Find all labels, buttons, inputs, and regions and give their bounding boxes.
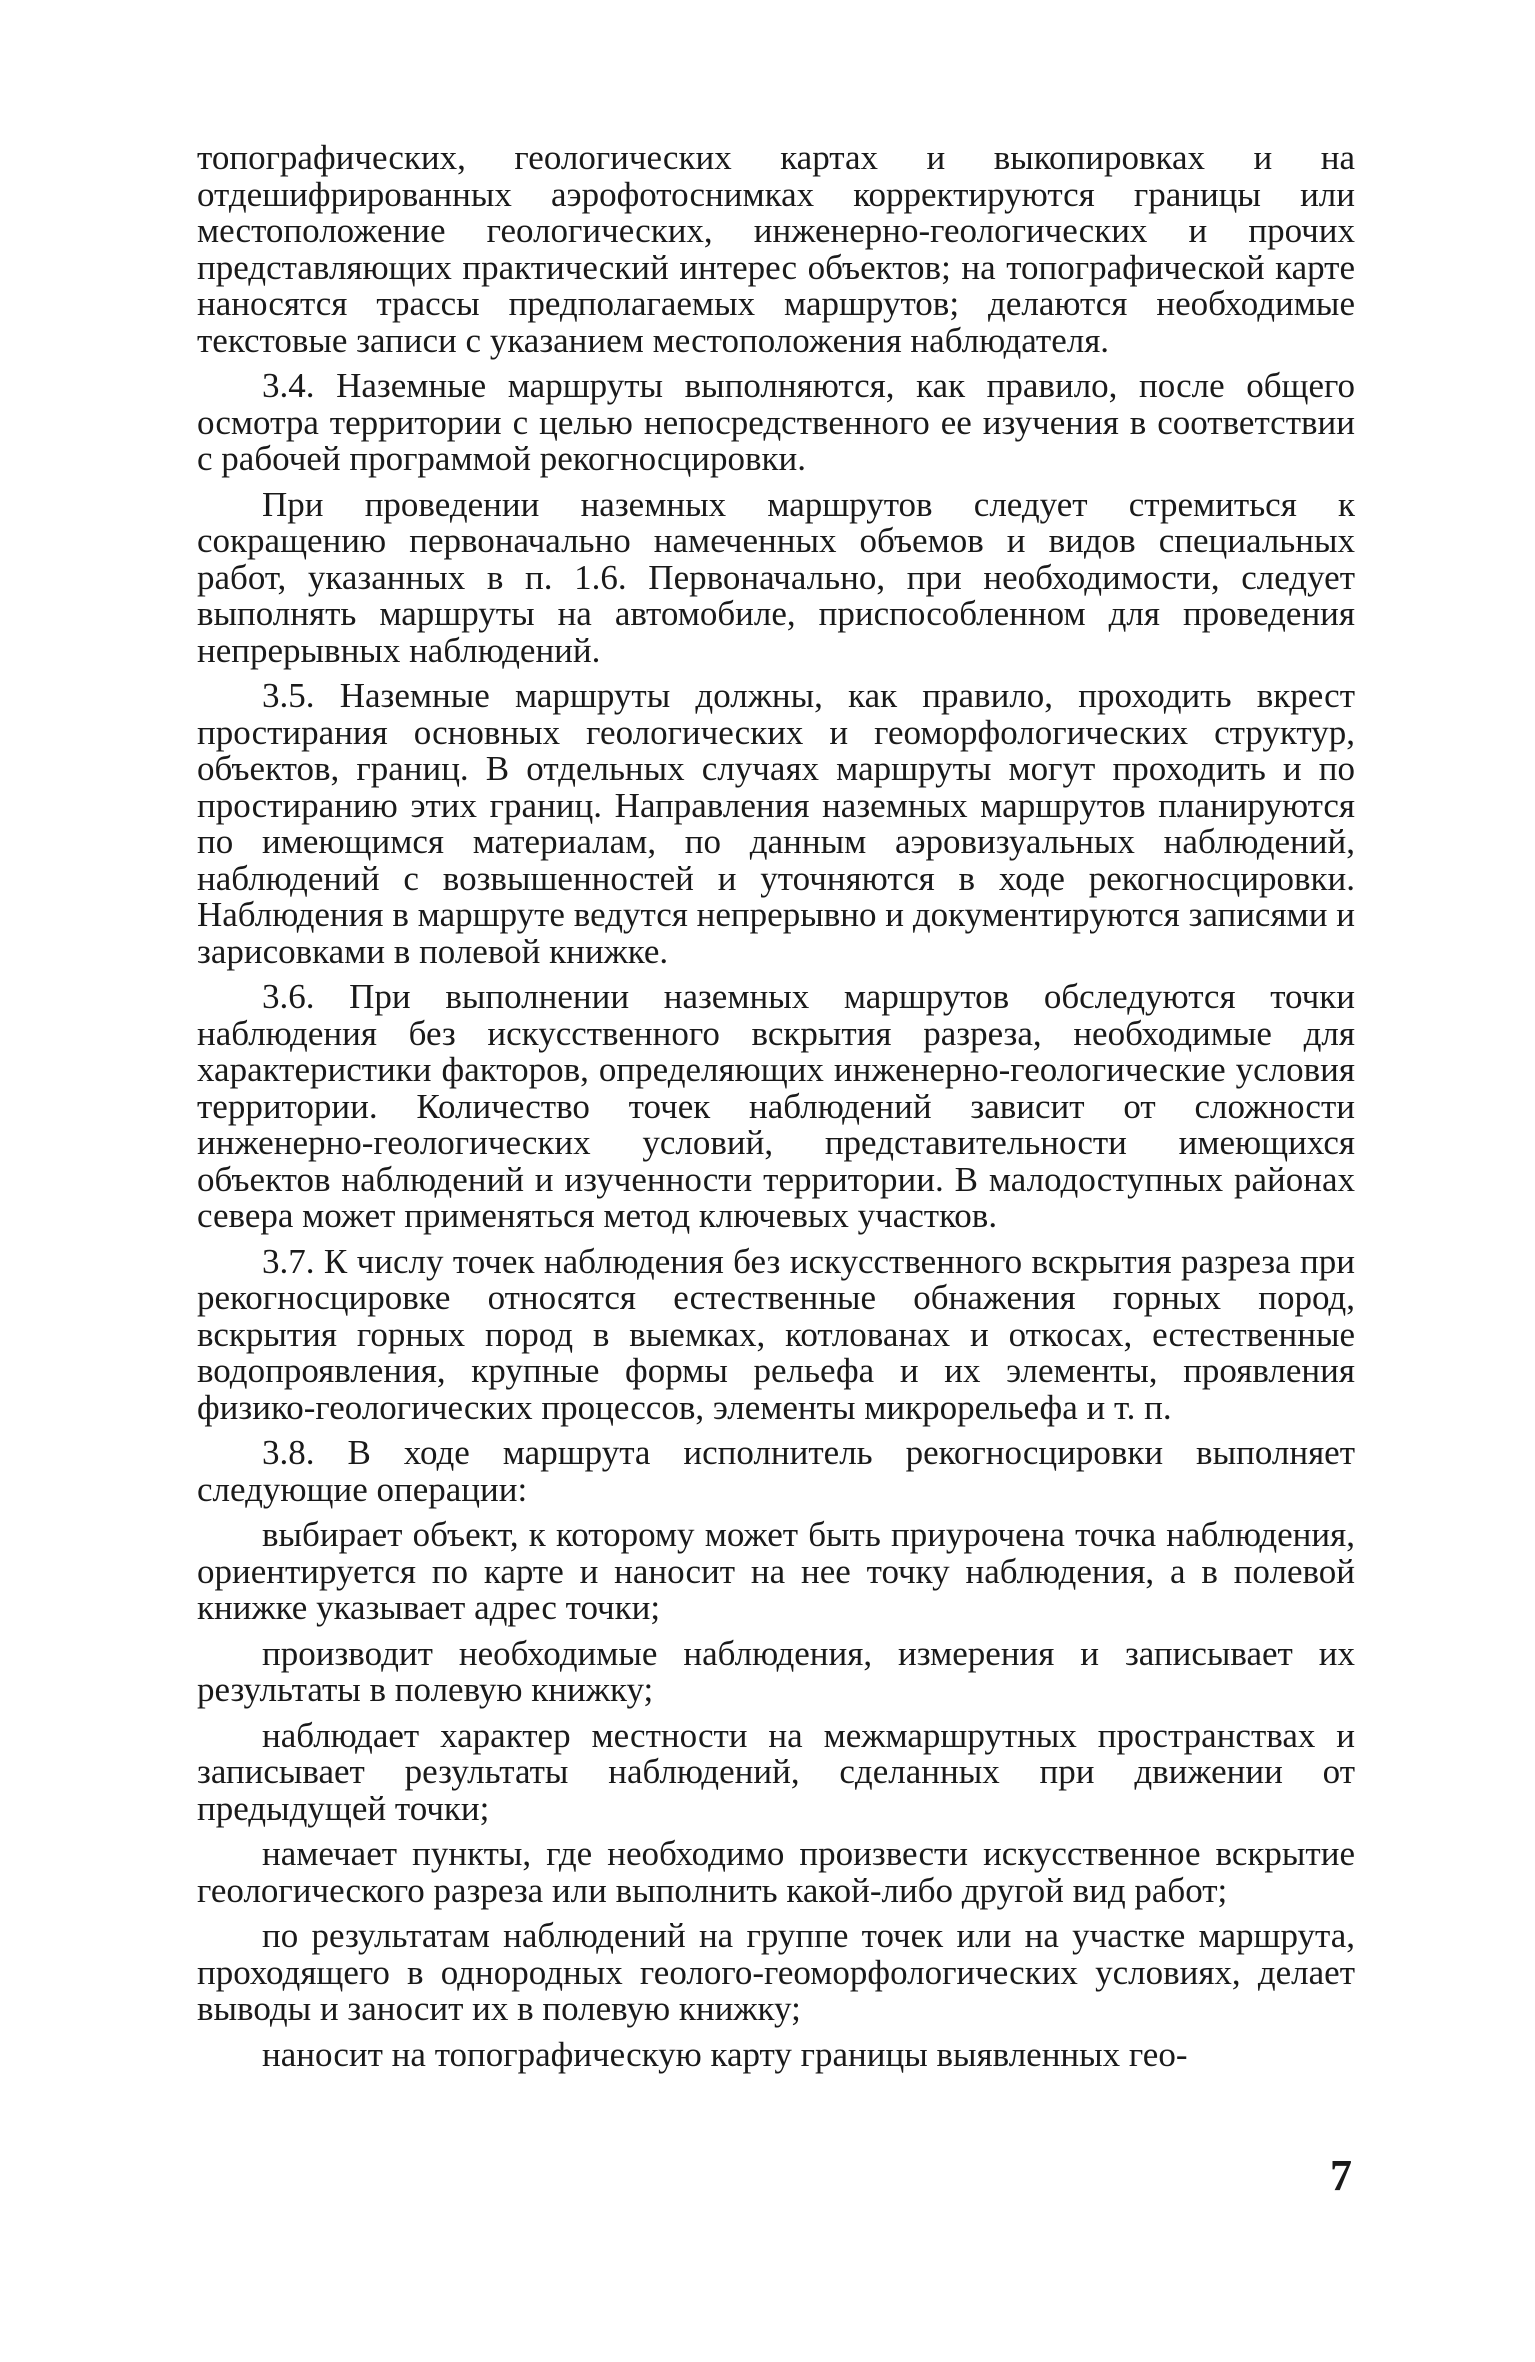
list-item-terrain: наблюдает характер местности на межмаршрутных пространствах и записывает результаты наблюдений, сделанных при движении от предыдущей точки;	[197, 1715, 1355, 1828]
page-body	[197, 140, 1355, 2082]
paragraph-route-reduction: При проведении наземных маршрутов следует стремиться к сокращению первоначально намеченных объемов и видов специальных работ, указанных в п. 1.6. Первоначально, при необходимости, следует выполнять маршруты на автомобиле, приспособленном для проведения непрерывных наблюдений.	[197, 484, 1355, 670]
paragraph-3-8: 3.8. В ходе маршрута исполнитель рекогносцировки выполняет следующие операции:	[197, 1433, 1355, 1509]
list-item-observations: производит необходимые наблюдения, измерения и записывает их результаты в полевую книжку;	[197, 1633, 1355, 1709]
page-number: 7	[1330, 2151, 1352, 2200]
list-item-conclusions: по результатам наблюдений на группе точек или на участке маршрута, проходящего в однородных геолого-геоморфологических условиях, делает выводы и заносит их в полевую книжку;	[197, 1916, 1355, 2028]
list-item-select-object: выбирает объект, к которому может быть приурочена точка наблюдения, ориентируется по карте и наносит на нее точку наблюдения, а в полевой книжке указывает адрес точки;	[197, 1515, 1355, 1627]
list-item-excavation: намечает пункты, где необходимо произвести искусственное вскрытие геологического разреза или выполнить какой-либо другой вид работ;	[197, 1834, 1355, 1910]
list-item-boundaries: наносит на топографическую карту границы выявленных гео-	[262, 2034, 1188, 2074]
paragraph-3-5: 3.5. Наземные маршруты должны, как правило, проходить вкрест простирания основных геологических и геоморфологических структур, объектов, границ. В отдельных случаях маршруты могут проходить и по простиранию этих границ. Направления наземных маршрутов планируются по имеющимся материалам, по данным аэровизуальных наблюдений, наблюдений с возвышенностей и уточняются в ходе рекогносцировки. Наблюдения в маршруте ведутся непрерывно и документируются записями и зарисовками в полевой книжке.	[197, 676, 1355, 971]
paragraph-3-4: 3.4. Наземные маршруты выполняются, как правило, после общего осмотра территории с целью непосредственного ее изучения в соответствии с рабочей программой рекогносцировки.	[197, 366, 1355, 478]
paragraph-intro: топографических, геологических картах и выкопировках и на отдешифрированных аэрофотоснимках корректируются границы или местоположение геологических, инженерно-геологических и прочих представляющих практический интерес объектов; на топографической карте наносятся трассы предполагаемых маршрутов; делаются необходимые текстовые записи с указанием местоположения наблюдателя.	[197, 138, 1355, 360]
paragraph-3-6: 3.6. При выполнении наземных маршрутов обследуются точки наблюдения без искусственного вскрытия разреза, необходимые для характеристики факторов, определяющих инженерно-геологические условия территории. Количество точек наблюдений зависит от сложности инженерно-геологических условий, представительности имеющихся объектов наблюдений и изученности территории. В малодоступных районах севера может применяться метод ключевых участков.	[197, 977, 1355, 1235]
paragraph-3-7: 3.7. К числу точек наблюдения без искусственного вскрытия разреза при рекогносцировке относятся естественные обнажения горных пород, вскрытия горных пород в выемках, котлованах и откосах, естественные водопроявления, крупные формы рельефа и их элементы, проявления физико-геологических процессов, элементы микрорельефа и т. п.	[197, 1241, 1355, 1427]
